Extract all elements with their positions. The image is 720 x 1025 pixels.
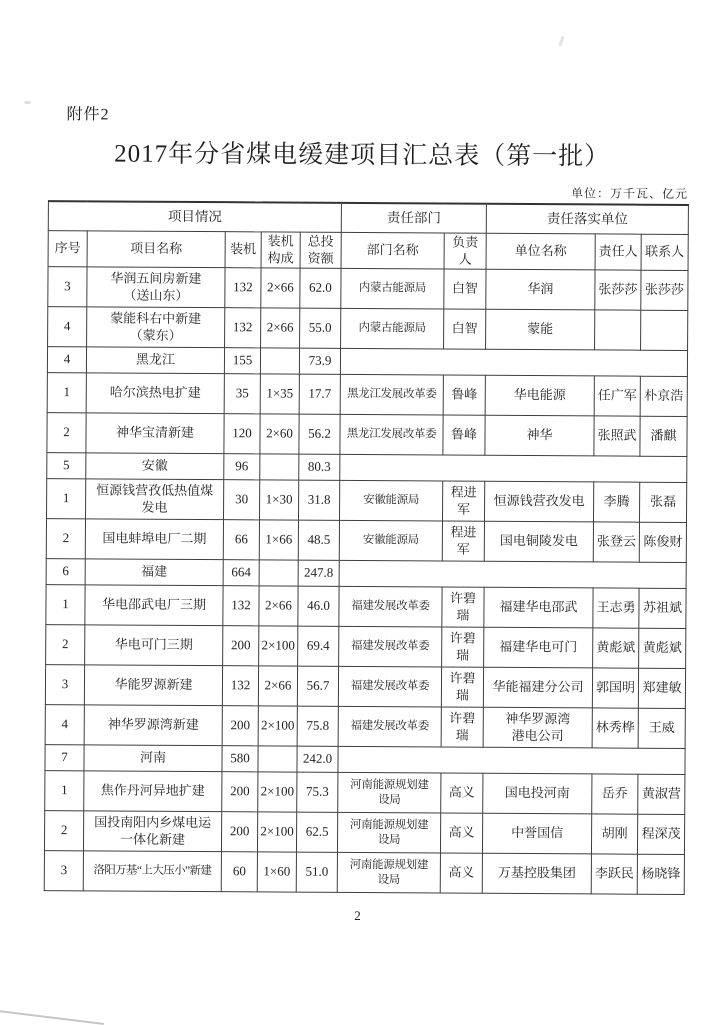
cell-contact: 王威 (638, 708, 685, 748)
province-summary-row (47, 347, 687, 377)
cell-investment: 75.3 (297, 772, 338, 812)
cell-investment: 75.8 (297, 706, 338, 746)
cell-responsible: 胡刚 (591, 814, 637, 854)
cell-contact: 黄彪斌 (639, 628, 686, 668)
scan-artifact-top-left (24, 101, 31, 104)
cell-dept-name: 河南能源规划建 设局 (337, 813, 440, 854)
project-row (47, 479, 687, 523)
cell-responsible: 张登云 (593, 522, 639, 562)
cell-unit-config: 1×30 (259, 480, 298, 520)
project-row (44, 811, 684, 855)
cell-dept-head: 鲁峰 (443, 415, 485, 455)
cell-seq: 2 (47, 413, 86, 453)
cell-capacity: 30 (223, 480, 259, 520)
cell-capacity: 200 (223, 626, 259, 666)
col-header-investment: 总投 资额 (300, 232, 341, 268)
project-row (45, 665, 685, 709)
cell-responsible: 张莎莎 (595, 270, 641, 310)
cell-responsible: 黄彪斌 (593, 628, 639, 668)
project-row (46, 625, 686, 669)
cell-project-name: 华电邵武电厂三期 (85, 585, 223, 626)
cell-seq: 2 (46, 519, 85, 559)
cell-project-name: 焦作丹河异地扩建 (84, 771, 222, 812)
cell-capacity: 200 (222, 706, 258, 746)
attachment-label: 附件2 (66, 106, 110, 124)
province-summary-row (46, 559, 686, 589)
cell-unit-config (258, 746, 297, 772)
col-header-capacity: 装机 (225, 232, 261, 268)
cell-capacity: 60 (221, 852, 257, 892)
summary-table (44, 200, 689, 895)
cell-unit-config: 2×100 (259, 626, 298, 666)
cell-unit-name: 恒源钱营孜发电 (485, 482, 594, 523)
cell-project-name: 蒙能科右中新建 （蒙东） (87, 307, 225, 348)
cell-responsible: 郭国明 (592, 668, 638, 708)
cell-dept-head: 高义 (441, 773, 483, 813)
cell-seq: 1 (47, 479, 86, 519)
group-header-row (48, 201, 688, 234)
cell-contact: 潘麒 (640, 416, 687, 456)
cell-dept-name (340, 349, 687, 377)
project-row (47, 373, 687, 417)
cell-unit-config: 2×100 (257, 812, 296, 852)
cell-contact: 张莎莎 (641, 270, 688, 310)
project-row (44, 851, 684, 895)
cell-investment: 48.5 (298, 520, 339, 560)
cell-unit-config: 2×100 (258, 772, 297, 812)
cell-unit-name: 万基控股集团 (482, 854, 591, 895)
cell-unit-config (260, 454, 299, 480)
province-summary-row (45, 745, 685, 775)
cell-responsible: 李腾 (594, 482, 640, 522)
cell-project-name: 安徽 (86, 453, 224, 480)
project-row (45, 705, 685, 749)
cell-project-name: 河南 (84, 745, 222, 772)
cell-project-name: 国投南阳内乡煤电运 一体化新建 (83, 811, 221, 852)
cell-dept-head: 许碧瑞 (441, 667, 483, 707)
cell-dept-name: 内蒙古能源局 (341, 269, 444, 310)
cell-unit-config: 1×60 (257, 852, 296, 892)
group-header-implementing-unit: 责任落实单位 (486, 204, 688, 235)
cell-capacity: 580 (222, 746, 258, 772)
cell-capacity: 132 (225, 268, 261, 308)
cell-unit-config: 1×66 (259, 520, 298, 560)
cell-unit-config (260, 348, 299, 374)
cell-investment: 56.7 (297, 666, 338, 706)
cell-dept-name: 黑龙江发展改革委 (340, 375, 443, 416)
page-title: 2017年分省煤电缓建项目汇总表（第一批） (114, 140, 611, 171)
col-header-unit-config: 装机 构成 (261, 232, 300, 268)
cell-dept-head: 许碧瑞 (442, 627, 484, 667)
cell-unit-name: 蒙能 (486, 310, 595, 351)
cell-contact: 杨晓锋 (637, 854, 684, 894)
cell-investment: 69.4 (298, 626, 339, 666)
cell-seq: 3 (44, 851, 83, 891)
cell-project-name: 华能罗源新建 (84, 665, 222, 706)
cell-investment: 51.0 (296, 852, 337, 892)
cell-capacity: 35 (224, 374, 260, 414)
cell-unit-name: 华润 (486, 270, 595, 311)
cell-responsible: 王志勇 (593, 588, 639, 628)
cell-project-name: 神华宝清新建 (86, 413, 224, 454)
cell-dept-name: 福建发展改革委 (338, 667, 441, 708)
cell-contact: 陈俊财 (639, 522, 686, 562)
cell-unit-config: 2×100 (258, 706, 297, 746)
cell-seq: 2 (44, 811, 83, 851)
cell-project-name: 福建 (85, 559, 223, 586)
cell-unit-name: 中誉国信 (482, 814, 591, 855)
cell-investment: 80.3 (299, 454, 340, 480)
cell-project-name: 华润五间房新建 （送山东） (87, 267, 225, 308)
cell-seq: 2 (46, 625, 85, 665)
cell-investment: 62.0 (300, 268, 341, 308)
cell-seq: 4 (45, 705, 84, 745)
cell-dept-head: 程进军 (442, 521, 484, 561)
table-body (44, 267, 688, 895)
cell-responsible: 任广军 (594, 376, 640, 416)
cell-responsible: 林秀桦 (592, 708, 638, 748)
cell-dept-name: 河南能源规划建 设局 (338, 773, 441, 814)
cell-unit-config: 2×66 (258, 666, 297, 706)
cell-unit-name: 华能福建分公司 (483, 668, 592, 709)
cell-dept-head: 鲁峰 (443, 375, 485, 415)
cell-dept-head: 许碧瑞 (441, 707, 483, 747)
column-header-row (48, 231, 688, 271)
cell-contact: 张磊 (640, 482, 687, 522)
cell-unit-config: 1×35 (260, 374, 299, 414)
cell-investment: 31.8 (298, 480, 339, 520)
project-row (48, 267, 688, 311)
cell-investment: 56.2 (299, 414, 340, 454)
cell-seq: 3 (48, 267, 87, 307)
cell-project-name: 华电可门三期 (85, 625, 223, 666)
province-summary-row (47, 453, 687, 483)
cell-seq: 1 (46, 585, 85, 625)
cell-unit-name: 国电铜陵发电 (484, 522, 593, 563)
cell-dept-head: 高义 (440, 853, 482, 893)
group-header-responsible-dept: 责任部门 (341, 203, 486, 233)
cell-dept-name (339, 561, 686, 589)
cell-dept-name: 安徽能源局 (339, 521, 442, 562)
project-row (45, 771, 685, 815)
col-header-seq: 序号 (48, 231, 87, 267)
cell-dept-name: 福建发展改革委 (338, 707, 441, 748)
cell-project-name: 恒源钱营孜低热值煤 发电 (86, 479, 224, 520)
cell-seq: 6 (46, 559, 85, 585)
project-row (46, 519, 686, 563)
cell-contact: 黄淑营 (638, 774, 685, 814)
cell-project-name: 哈尔滨热电扩建 (86, 373, 224, 414)
cell-seq: 5 (47, 453, 86, 479)
col-header-unit-name: 单位名称 (486, 233, 595, 270)
cell-unit-name: 福建华电可门 (484, 628, 593, 669)
project-row (48, 307, 688, 351)
cell-dept-head: 高义 (440, 813, 482, 853)
group-header-project-info: 项目情况 (48, 201, 341, 232)
cell-unit-config: 2×60 (260, 414, 299, 454)
cell-capacity: 132 (222, 666, 258, 706)
cell-unit-config: 2×66 (261, 268, 300, 308)
cell-dept-head: 白智 (444, 269, 486, 309)
cell-capacity: 132 (223, 586, 259, 626)
cell-capacity: 200 (221, 812, 257, 852)
cell-capacity: 200 (222, 772, 258, 812)
cell-responsible (595, 310, 641, 350)
cell-dept-name: 河南能源规划建 设局 (337, 853, 440, 894)
cell-dept-name: 安徽能源局 (340, 481, 443, 522)
cell-project-name: 黑龙江 (86, 347, 224, 374)
cell-unit-config (259, 560, 298, 586)
cell-seq: 4 (47, 347, 86, 373)
cell-unit-name: 国电投河南 (483, 774, 592, 815)
cell-capacity: 66 (223, 520, 259, 560)
cell-investment: 17.7 (299, 374, 340, 414)
cell-dept-name: 黑龙江发展改革委 (340, 415, 443, 456)
cell-contact: 郑建敏 (638, 668, 685, 708)
cell-dept-name: 福建发展改革委 (339, 627, 442, 668)
cell-project-name: 神华罗源湾新建 (84, 705, 222, 746)
cell-dept-name (338, 747, 685, 775)
cell-seq: 7 (45, 745, 84, 771)
col-header-dept-head: 负责人 (444, 233, 486, 270)
cell-unit-name: 福建华电邵武 (484, 588, 593, 629)
project-row (46, 585, 686, 629)
cell-capacity: 155 (224, 348, 260, 374)
cell-project-name: 国电蚌埠电厂二期 (85, 519, 223, 560)
cell-responsible: 李跃民 (591, 854, 637, 894)
cell-contact (641, 310, 688, 350)
cell-dept-name (340, 455, 687, 483)
cell-unit-config: 2×66 (259, 586, 298, 626)
cell-contact: 苏祖斌 (639, 588, 686, 628)
cell-dept-name: 内蒙古能源局 (341, 309, 444, 350)
col-header-dept-name: 部门名称 (341, 232, 444, 269)
cell-capacity: 664 (223, 560, 259, 586)
cell-responsible: 岳乔 (592, 774, 638, 814)
cell-unit-name: 神华 (485, 416, 594, 457)
col-header-contact: 联系人 (641, 234, 688, 271)
page-number: 2 (354, 907, 361, 924)
cell-capacity: 96 (224, 454, 260, 480)
cell-seq: 3 (45, 665, 84, 705)
cell-investment: 55.0 (300, 308, 341, 348)
cell-dept-head: 白智 (444, 309, 486, 349)
cell-contact: 朴京浩 (640, 376, 687, 416)
cell-dept-name: 福建发展改革委 (339, 587, 442, 628)
cell-seq: 1 (45, 771, 84, 811)
cell-contact: 程深茂 (637, 814, 684, 854)
cell-capacity: 132 (225, 308, 261, 348)
cell-project-name: 洛阳万基“上大压小”新建 (83, 851, 221, 892)
cell-unit-name: 神华罗源湾 港电公司 (483, 708, 592, 749)
cell-unit-name: 华电能源 (485, 376, 594, 417)
cell-seq: 4 (48, 307, 87, 347)
cell-investment: 247.8 (298, 560, 339, 586)
col-header-responsible: 责任人 (595, 234, 641, 271)
cell-investment: 62.5 (296, 812, 337, 852)
cell-seq: 1 (47, 373, 86, 413)
cell-investment: 242.0 (297, 746, 338, 772)
cell-investment: 46.0 (298, 586, 339, 626)
col-header-project-name: 项目名称 (87, 231, 225, 268)
cell-responsible: 张照武 (594, 416, 640, 456)
cell-dept-head: 许碧瑞 (442, 587, 484, 627)
project-row (47, 413, 687, 457)
cell-capacity: 120 (224, 414, 260, 454)
unit-note: 单位：万千瓦、亿元 (570, 186, 689, 201)
cell-investment: 73.9 (299, 348, 340, 374)
cell-dept-head: 程进军 (443, 481, 485, 521)
cell-unit-config: 2×66 (261, 308, 300, 348)
